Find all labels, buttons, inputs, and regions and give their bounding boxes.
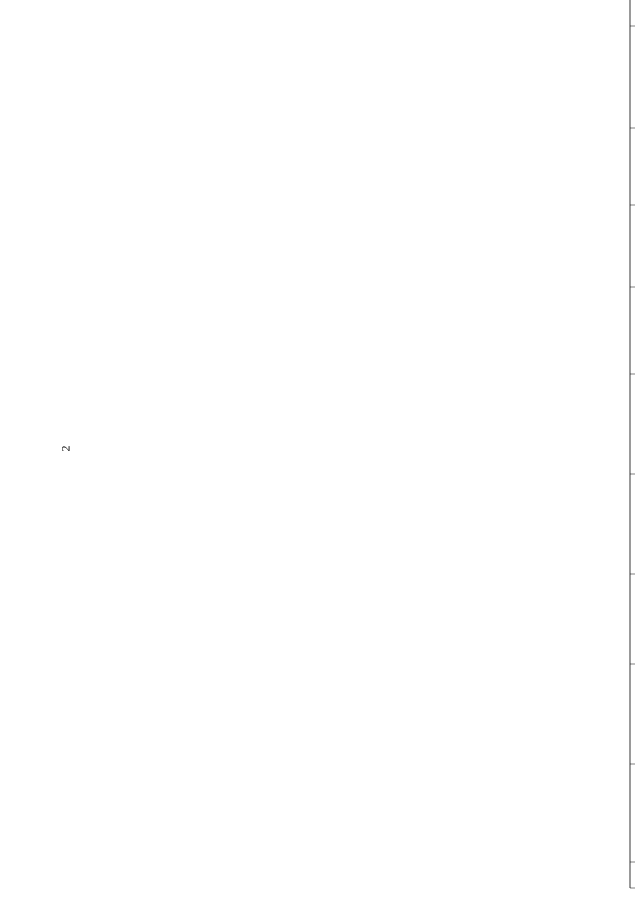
budget-table: [630, 0, 635, 888]
page-number: 2: [58, 445, 73, 452]
